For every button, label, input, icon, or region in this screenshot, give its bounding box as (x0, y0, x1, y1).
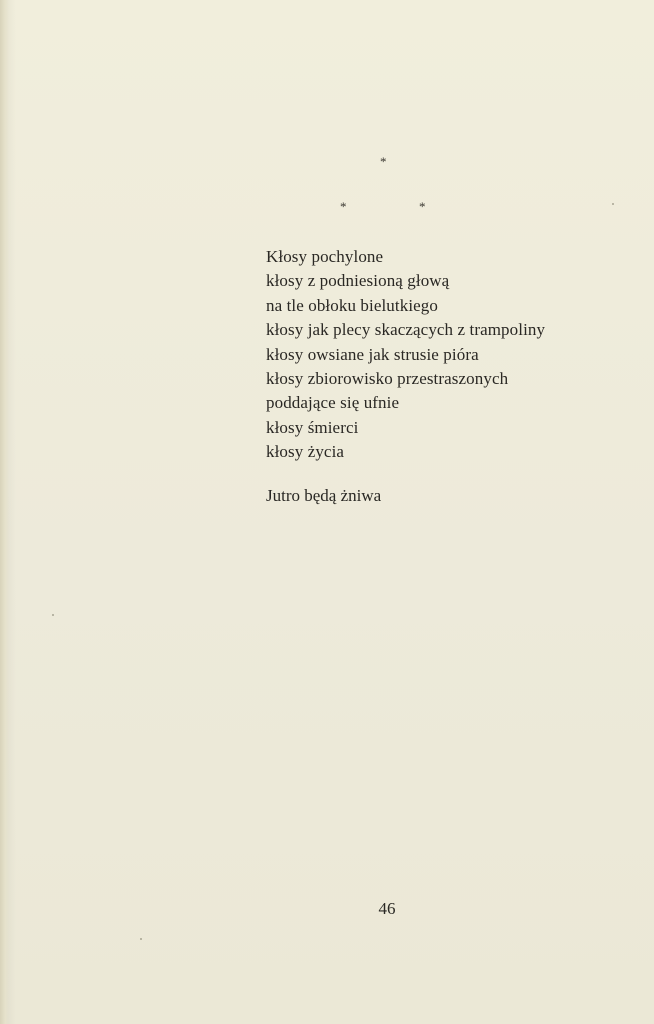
poem-line: poddające się ufnie (266, 393, 400, 413)
paper-speck (52, 614, 54, 616)
poem-line: Kłosy pochylone (266, 247, 384, 266)
poem-line: kłosy owsiane jak strusie pióra (266, 344, 479, 364)
poem-line: na tle obłoku bielutkiego (266, 295, 438, 315)
poem-stanza (266, 245, 626, 465)
page-number: 46 (378, 899, 396, 918)
poem-final-line: Jutro będą żniwa (266, 486, 382, 505)
poem-line: kłosy zbiorowisko przestraszonych (266, 369, 509, 389)
asterism-right: * (419, 199, 426, 214)
asterism-left: * (340, 199, 347, 214)
poem-line: kłosy jak plecy skaczących z trampoliny (266, 320, 546, 340)
asterism-top: * (380, 154, 387, 169)
poem-line: kłosy z podniesioną głową (266, 271, 450, 291)
paper-speck (140, 938, 142, 940)
paper-speck (612, 203, 614, 205)
poem-line: kłosy śmierci (266, 417, 359, 437)
poem-line: kłosy życia (266, 442, 345, 462)
page-gutter (0, 0, 9, 1024)
